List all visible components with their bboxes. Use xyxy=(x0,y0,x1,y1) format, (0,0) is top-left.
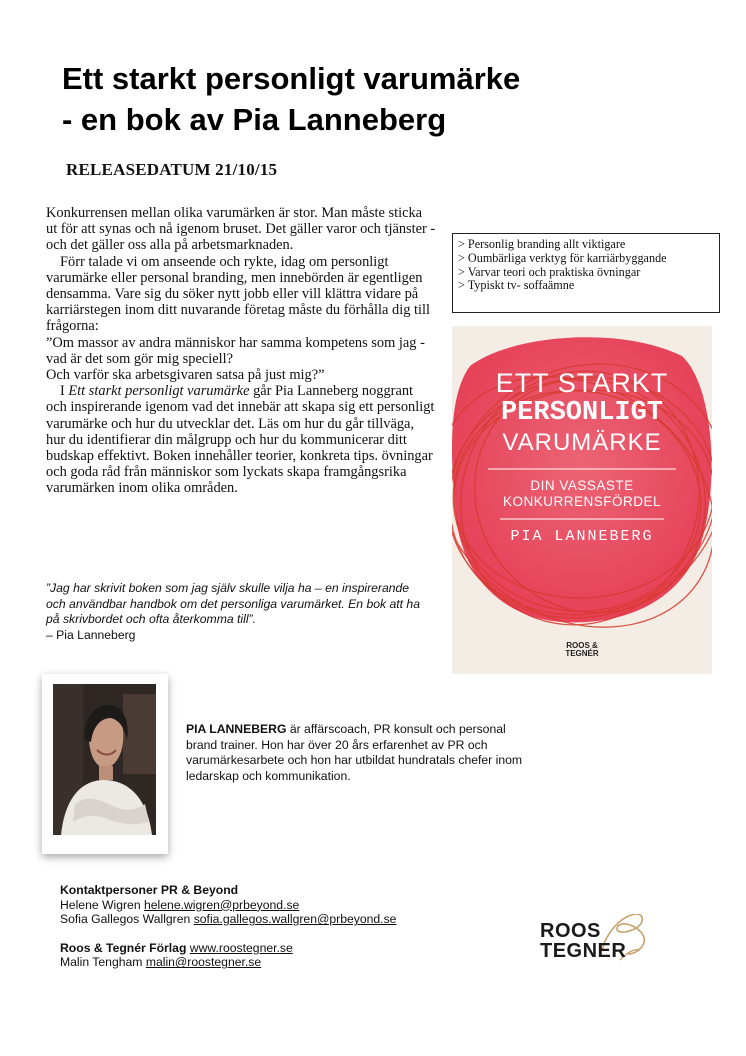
cover-publisher-line-2: TEGNÉR xyxy=(565,649,599,658)
title-line-2: - en bok av Pia Lanneberg xyxy=(62,102,447,137)
quote-attribution: – Pia Lanneberg xyxy=(46,627,136,642)
cover-title-line-3: VARUMÄRKE xyxy=(502,429,662,456)
body-paragraph-5 xyxy=(46,383,436,496)
contact-name: Helene Wigren xyxy=(60,897,144,912)
contact-row xyxy=(60,898,480,913)
bio-text: är affärscoach, PR konsult och personal brand trainer. Hon har över 20 års erfarenhet av PR och varumärkesarbete och hon har utbildat hundratals chefer inom ledarskap och kommunikation. xyxy=(186,722,523,783)
publisher-logo xyxy=(540,914,660,968)
body-p5-post: går Pia Lanneberg noggrant och inspirerande igenom vad det innebär att skapa sig ett personligt varumärke och hur du utvecklar det. Läs om hur du går tillväga, hur du identifierar din målgrupp och hur du kommunicerar ditt budskap effektivt. Boken innehåller teorier, konkreta tips. övningar och goda råd från människor som lyckats skapa framgångsrika varumärken inom olika områden. xyxy=(46,383,435,497)
logo-line-1: ROOS xyxy=(540,920,601,942)
author-quote xyxy=(46,581,426,643)
page-title xyxy=(62,58,662,140)
cover-title-line-2: PERSONLIGT xyxy=(500,398,664,428)
contacts-heading-pr: Kontaktpersoner PR & Beyond xyxy=(60,883,239,897)
cover-author: PIA LANNEBERG xyxy=(510,528,654,545)
release-date: RELEASEDATUM 21/10/15 xyxy=(66,160,278,179)
contact-row xyxy=(60,955,480,970)
cover-subtitle-line-1: DIN VASSASTE xyxy=(530,478,634,493)
body-paragraph-2: Förr talade vi om anseende och rykte, idag om personligt varumärke eller personal branding, men innebörden är egentligen densamma. Vare sig du söker nytt jobb eller vill klättra vidare på karriärstegen inom ditt nuvarande företag måste du förhålla dig till frågorna: xyxy=(46,253,431,335)
contact-name: Malin Tengham xyxy=(60,955,146,970)
publisher-website-link[interactable]: www.roostegner.se xyxy=(189,940,293,955)
highlight-item: > Typiskt tv- soffaämne xyxy=(458,278,575,293)
cover-publisher-line-1: ROOS & xyxy=(566,641,598,650)
contact-email-link[interactable]: helene.wigren@prbeyond.se xyxy=(144,897,300,912)
bio-name: PIA LANNEBERG xyxy=(186,722,287,736)
cover-subtitle-line-2: KONKURRENSFÖRDEL xyxy=(502,494,662,509)
body-text xyxy=(46,205,436,497)
body-paragraph-4: Och varför ska arbetsgivaren satsa på just mig?” xyxy=(46,367,325,384)
highlight-item: > Oumbärliga verktyg för karriärbyggande xyxy=(458,250,667,265)
contact-email-link[interactable]: sofia.gallegos.wallgren@prbeyond.se xyxy=(193,912,397,927)
contact-row xyxy=(60,941,480,956)
quote-text: ”Jag har skrivit boken som jag själv skulle vilja ha – en inspirerande och användbar handbok om det personliga varumärket. En bok att ha på skrivbordet och ofta återkomma till”. xyxy=(46,581,420,627)
title-line-1: Ett starkt personligt varumärke xyxy=(62,61,521,96)
highlight-item: > Personlig branding allt viktigare xyxy=(458,237,626,251)
contact-section xyxy=(60,883,480,970)
logo-line-2: TEGNER xyxy=(540,940,627,962)
contacts-heading-publisher: Roos & Tegnér Förlag xyxy=(60,940,190,955)
author-photo xyxy=(53,684,156,835)
highlight-item: > Varvar teori och praktiska övningar xyxy=(458,264,641,279)
cover-title-line-1: ETT STARKT xyxy=(495,368,669,398)
book-title-italic: Ett starkt personligt varumärke xyxy=(68,383,250,400)
contact-name: Sofia Gallegos Wallgren xyxy=(60,912,194,927)
cover-subtitle xyxy=(452,478,712,510)
book-cover xyxy=(452,326,712,674)
author-bio xyxy=(186,722,526,784)
contact-row xyxy=(60,912,480,927)
contact-email-link[interactable]: malin@roostegner.se xyxy=(145,955,262,970)
body-paragraph-1: Konkurrensen mellan olika varumärken är stor. Man måste sticka ut för att synas och nå igenom bruset. Det gäller varor och tjänster - och det gäller oss alla på arbetsmarknaden. xyxy=(46,205,436,254)
highlights-box xyxy=(452,233,720,313)
body-p5-pre: I xyxy=(60,383,69,400)
cover-publisher-logo xyxy=(552,642,612,658)
spacer xyxy=(60,927,480,941)
body-paragraph-3: ”Om massor av andra människor har samma kompetens som jag - vad är det som gör mig speciell? xyxy=(46,334,425,367)
